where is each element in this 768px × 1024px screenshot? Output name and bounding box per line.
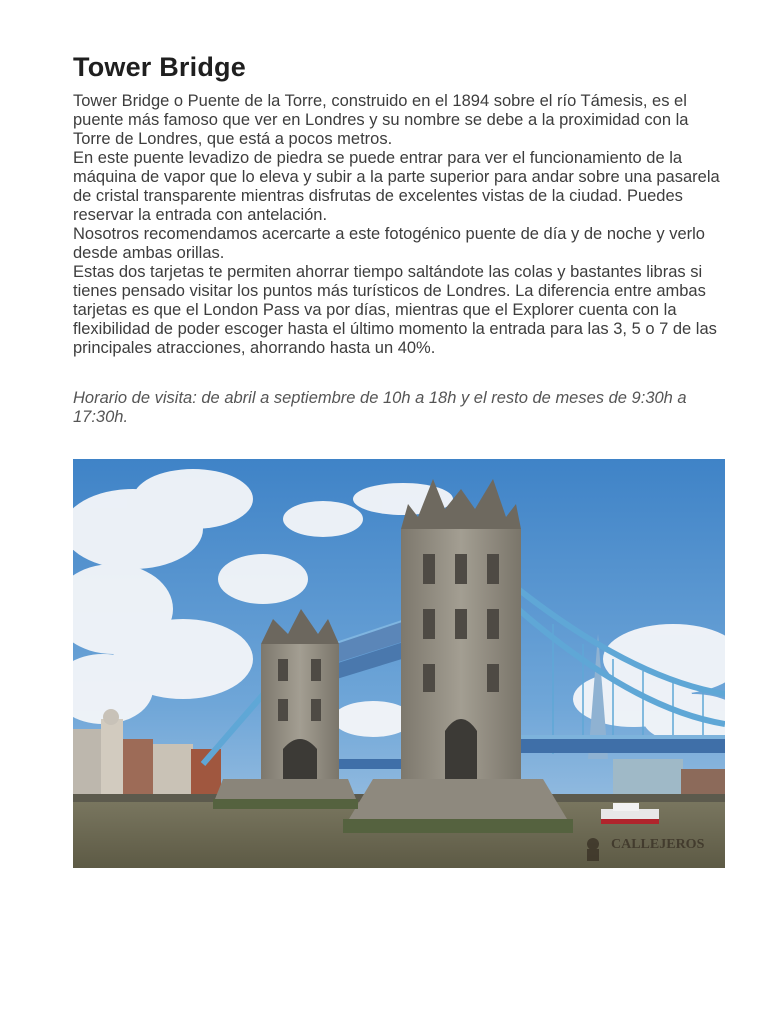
page-title: Tower Bridge [73,52,246,82]
document-page [73,50,725,427]
paragraph-intro: Tower Bridge o Puente de la Torre, construido en el 1894 sobre el río Támesis, es el puente más famoso que ver en Londres y su nombre se debe a la proximidad con la Torre de Londres, que está a pocos metros. [73,92,689,148]
article-body [73,92,725,358]
visiting-hours: Horario de visita: de abril a septiembre de 10h a 18h y el resto de meses de 9:30h a 17:30h. [73,389,687,426]
left-tower [261,609,339,784]
tower-bridge-photo [73,459,725,868]
paragraph-recommendation: Nosotros recomendamos acercarte a este fotogénico puente de día y de noche y verlo desde ambas orillas. [73,225,705,262]
svg-text:CALLEJEROS: CALLEJEROS [611,837,705,852]
paragraph-interior: En este puente levadizo de piedra se puede entrar para ver el funcionamiento de la máquina de vapor que lo eleva y subir a la parte superior para andar sobre una pasarela de cristal transparente mientras disfrutas de excelentes vistas de la ciudad. Puedes reservar la entrada con antelación. [73,149,720,224]
paragraph-city-passes: Estas dos tarjetas te permiten ahorrar tiempo saltándote las colas y bastantes libras si tienes pensado visitar los puntos más turísticos de Londres. La diferencia entre ambas tarjetas es que el London Pass va por días, mientras que el Explorer cuenta con la flexibilidad de poder escoger hasta el último momento la entrada para las 3, 5 o 7 de las principales atracciones, ahorrando hasta un 40%. [73,263,717,357]
right-tower [401,479,521,779]
